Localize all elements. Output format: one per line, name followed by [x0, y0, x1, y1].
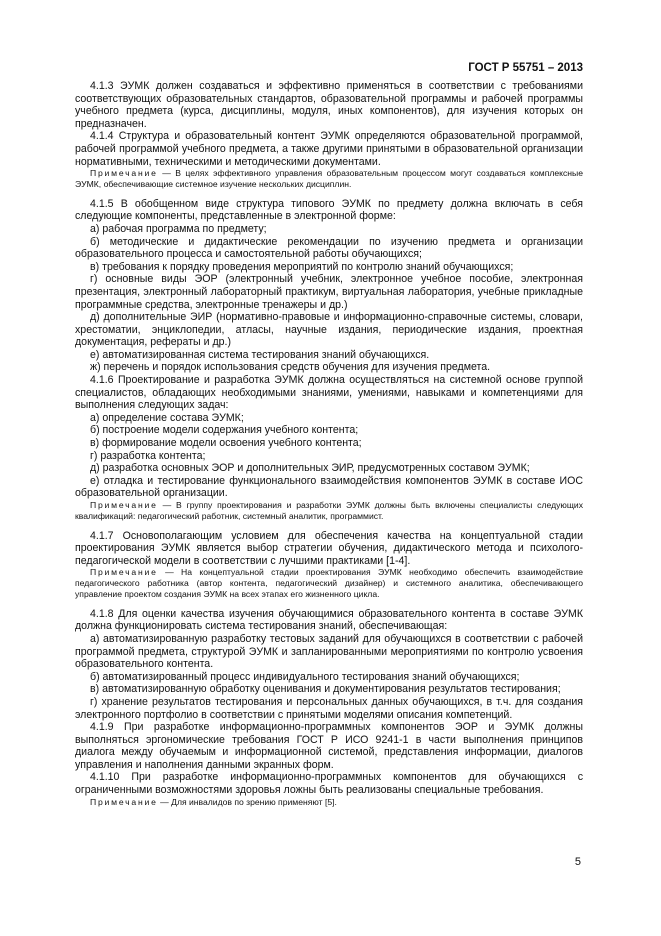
page-number: 5: [574, 856, 581, 868]
list-item: а) автоматизированную разработку тестовых заданий для обучающихся в соответствии с рабочей программой предмета, структурой ЭУМК и запланированными мероприятиями по контролю усвоения образовательного контента.: [75, 632, 583, 671]
note-text: — В группу проектирования и разработки ЭУМК должны быть включены специалисты следующих квалификаций: педагогический работник, системный аналитик, программист.: [75, 500, 583, 521]
note-2: [75, 500, 583, 522]
list-item: е) отладка и тестирование функционального взаимодействия компонентов ЭУМК в составе ИОС образовательной организации.: [75, 474, 583, 500]
list-item: д) дополнительные ЭИР (нормативно-правовые и информационно-справочные системы, словари, хрестоматии, энциклопедии, атласы, научные издания, периодические издания, проектная документация, рефераты и др.): [75, 311, 583, 349]
note-4: [75, 797, 583, 808]
list-item: е) автоматизированная система тестирования знаний обучающихся.: [90, 348, 430, 361]
list-item: а) рабочая программа по предмету;: [90, 222, 267, 235]
clause-4-1-10: 4.1.10 При разработке информационно-программных компонентов для обучающихся с ограниченными возможностями здоровья ложны быть реализованы специальные требования.: [75, 771, 583, 797]
clause-4-1-3: 4.1.3 ЭУМК должен создаваться и эффективно применяться в соответствии с требованиями соответствующих образовательных стандартов, образовательной программы и рабочей программы учебного предмета (курса, дисциплины, модуля, иных компонентов), для изучения которых он предназначен.: [75, 80, 583, 130]
note-label: Примечание: [90, 168, 158, 179]
list-item: в) формирование модели освоения учебного контента;: [90, 437, 362, 450]
clause-4-1-9: 4.1.9 При разработке информационно-программных компонентов ЭОР и ЭУМК должны выполняться эргономические требования ГОСТ Р ИСО 9241-1 в части выполнения принципов диалога между обучаемым и информационной системой, представления информации, диалогов управления и наполнения данными экранных форм.: [75, 721, 583, 771]
clause-4-1-6: 4.1.6 Проектирование и разработка ЭУМК должна осуществляться на системной основе группой специалистов, обладающих необходимыми знаниями, умениями, навыками и компетенциями для выполнения следующих задач:: [75, 374, 583, 412]
note-label: Примечание: [90, 796, 158, 807]
note-text: — На концептуальной стадии проектирования ЭУМК необходимо обеспечить взаимодействие педагогического работника (автор контента, педагогический дизайнер) и системного аналитика, обеспечивающего управление проектом создания ЭУМК на всех этапах его жизненного цикла.: [75, 567, 583, 599]
list-item: г) основные виды ЭОР (электронный учебник, электронное учебное пособие, электронная презентация, электронный лабораторный практикум, виртуальная лаборатория, учебные прикладные программные средства, электронные тренажеры и др.): [75, 273, 583, 311]
list-item: б) автоматизированный процесс индивидуального тестирования знаний обучающихся;: [90, 670, 520, 683]
list-item: б) методические и дидактические рекомендации по изучению предмета и организации образовательного процесса и самостоятельной работы обучающихся;: [75, 235, 583, 261]
note-3: [75, 567, 583, 599]
clause-4-1-4: 4.1.4 Структура и образовательный контент ЭУМК определяются образовательной программой, рабочей программой учебного предмета, а также другими принятыми в образовательной организации нормативными, техническими и методическими документами.: [75, 130, 583, 168]
note-text: — В целях эффективного управления образовательным процессом могут создаваться комплексные ЭУМК, обеспечивающие системное изучение нескольких дисциплин.: [75, 168, 583, 189]
list-item: г) хранение результатов тестирования и персональных данных обучающихся, в т.ч. для создания электронного портфолио в соответствии с принятыми моделями описания компетенций.: [75, 695, 583, 721]
list-item: д) разработка основных ЭОР и дополнительных ЭИР, предусмотренных составом ЭУМК;: [90, 462, 530, 475]
list-item: в) автоматизированную обработку оценивания и документирования результатов тестирования;: [90, 683, 561, 696]
clause-4-1-8: 4.1.8 Для оценки качества изучения обучающимися образовательного контента в составе ЭУМК должна функционировать система тестирования знаний, обеспечивающая:: [75, 607, 583, 633]
note-text: — Для инвалидов по зрению применяют [5].: [157, 796, 337, 807]
note-label: Примечание: [90, 567, 158, 578]
clause-4-1-7: 4.1.7 Основополагающим условием для обеспечения качества на концептуальной стадии проектирования ЭУМК является выбор стратегии обучения, дидактического метода и психолого-педагогической модели в соответствии с лучшими практиками [1-4].: [75, 529, 583, 567]
document-standard-header: ГОСТ Р 55751 – 2013: [468, 62, 583, 74]
list-item: ж) перечень и порядок использования средств обучения для изучения предмета.: [90, 361, 491, 374]
document-body: [75, 80, 583, 807]
note-1: [75, 168, 583, 190]
list-item: а) определение состава ЭУМК;: [90, 411, 244, 424]
list-item: в) требования к порядку проведения мероприятий по контролю знаний обучающихся;: [90, 260, 514, 273]
note-label: Примечание: [90, 500, 158, 510]
list-item: г) разработка контента;: [90, 449, 206, 462]
list-item: б) построение модели содержания учебного контента;: [90, 424, 359, 437]
clause-4-1-5: 4.1.5 В обобщенном виде структура типового ЭУМК по предмету должна включать в себя следующие компоненты, представленные в электронной форме:: [75, 197, 583, 223]
